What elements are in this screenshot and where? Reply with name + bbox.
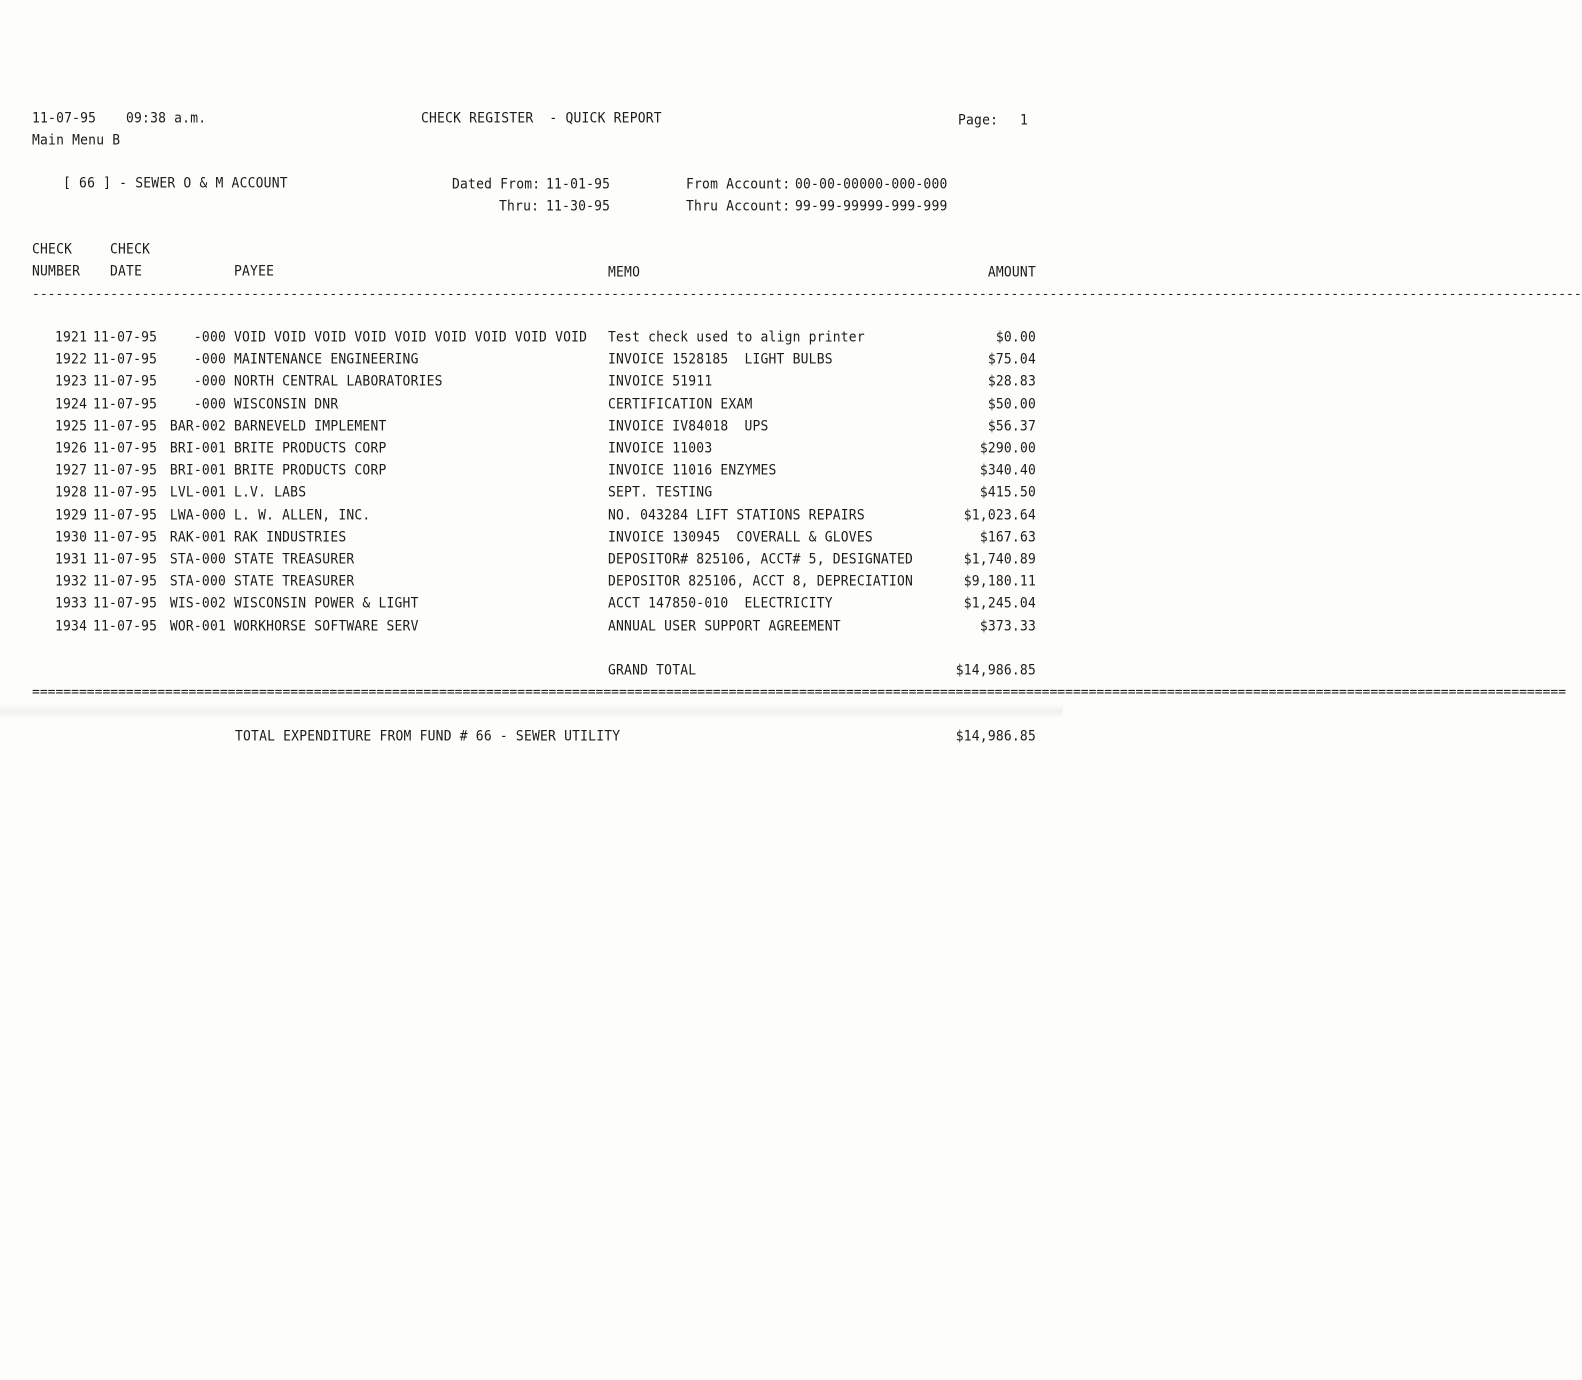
payee: STATE TREASURER bbox=[234, 551, 355, 568]
check-number: 1921 bbox=[55, 329, 88, 346]
amount: $56.37 bbox=[987, 418, 1036, 435]
payee: WISCONSIN POWER & LIGHT bbox=[234, 595, 419, 612]
payee: NORTH CENTRAL LABORATORIES bbox=[234, 373, 443, 390]
check-number: 1930 bbox=[55, 529, 88, 546]
vendor-code: STA-000 bbox=[169, 573, 226, 590]
col-amount-label: AMOUNT bbox=[987, 264, 1036, 281]
col-check-label: CHECK bbox=[32, 241, 73, 258]
table-row bbox=[0, 484, 1063, 506]
total-divider: ==================================================================================================================================================================================================== bbox=[32, 685, 1567, 700]
payee: BRITE PRODUCTS CORP bbox=[234, 462, 387, 479]
page-label: Page: bbox=[958, 112, 999, 129]
vendor-code: BAR-002 bbox=[169, 418, 226, 435]
memo: INVOICE 11016 ENZYMES bbox=[608, 462, 777, 479]
amount: $28.83 bbox=[987, 373, 1036, 390]
fund-total-label: TOTAL EXPENDITURE FROM FUND # 66 - SEWER UTILITY bbox=[235, 728, 621, 745]
table-row bbox=[0, 351, 1063, 373]
fund-total-amount: $14,986.85 bbox=[955, 728, 1036, 745]
check-date: 11-07-95 bbox=[93, 462, 158, 479]
col-number-label: NUMBER bbox=[32, 263, 81, 280]
check-number: 1927 bbox=[55, 462, 88, 479]
thru-account-label: Thru Account: bbox=[686, 198, 791, 215]
payee: STATE TREASURER bbox=[234, 573, 355, 590]
amount: $167.63 bbox=[979, 529, 1036, 546]
amount: $75.04 bbox=[987, 351, 1036, 368]
grand-total-label: GRAND TOTAL bbox=[608, 662, 697, 679]
check-date: 11-07-95 bbox=[93, 573, 158, 590]
dated-from-value: 11-01-95 bbox=[546, 176, 611, 193]
check-date: 11-07-95 bbox=[93, 618, 158, 635]
amount: $1,245.04 bbox=[963, 595, 1036, 612]
report-date: 11-07-95 bbox=[32, 110, 97, 127]
report-title: CHECK REGISTER - QUICK REPORT bbox=[421, 110, 662, 127]
table-row bbox=[0, 462, 1063, 484]
from-account-value: 00-00-00000-000-000 bbox=[795, 176, 948, 193]
memo: ACCT 147850-010 ELECTRICITY bbox=[608, 595, 833, 612]
memo: NO. 043284 LIFT STATIONS REPAIRS bbox=[608, 507, 865, 524]
payee: L.V. LABS bbox=[234, 484, 307, 501]
check-number: 1922 bbox=[55, 351, 88, 368]
memo: INVOICE 130945 COVERALL & GLOVES bbox=[608, 529, 873, 546]
table-row bbox=[0, 396, 1063, 418]
payee: BRITE PRODUCTS CORP bbox=[234, 440, 387, 457]
vendor-code: LWA-000 bbox=[169, 507, 226, 524]
page-number: 1 bbox=[1020, 112, 1029, 129]
col-payee-label: PAYEE bbox=[234, 263, 275, 280]
amount: $340.40 bbox=[979, 462, 1036, 479]
check-date: 11-07-95 bbox=[93, 484, 158, 501]
amount: $9,180.11 bbox=[963, 573, 1036, 590]
payee: WORKHORSE SOFTWARE SERV bbox=[234, 618, 419, 635]
header-divider: ------------------------------------------------------------------------------------------------------------------------------------------------------------------------------------------------------ bbox=[32, 287, 1582, 302]
table-row bbox=[0, 618, 1063, 640]
check-number: 1928 bbox=[55, 484, 88, 501]
grand-total-amount: $14,986.85 bbox=[955, 662, 1036, 679]
check-date: 11-07-95 bbox=[93, 329, 158, 346]
vendor-code: BRI-001 bbox=[169, 462, 226, 479]
memo: ANNUAL USER SUPPORT AGREEMENT bbox=[608, 618, 841, 635]
vendor-code: -000 bbox=[193, 329, 226, 346]
amount: $290.00 bbox=[979, 440, 1036, 457]
memo: INVOICE 11003 bbox=[608, 440, 713, 457]
vendor-code: LVL-001 bbox=[169, 484, 226, 501]
check-number: 1932 bbox=[55, 573, 88, 590]
check-number: 1929 bbox=[55, 507, 88, 524]
paper-fold bbox=[0, 704, 1063, 718]
amount: $415.50 bbox=[979, 484, 1036, 501]
vendor-code: -000 bbox=[193, 351, 226, 368]
table-row bbox=[0, 329, 1063, 351]
memo: INVOICE 1528185 LIGHT BULBS bbox=[608, 351, 833, 368]
check-number: 1933 bbox=[55, 595, 88, 612]
vendor-code: BRI-001 bbox=[169, 440, 226, 457]
vendor-code: -000 bbox=[193, 373, 226, 390]
thru-account-value: 99-99-99999-999-999 bbox=[795, 198, 948, 215]
table-row bbox=[0, 418, 1063, 440]
check-date: 11-07-95 bbox=[93, 507, 158, 524]
memo: Test check used to align printer bbox=[608, 329, 865, 346]
memo: INVOICE 51911 bbox=[608, 373, 713, 390]
menu-label: Main Menu B bbox=[32, 132, 121, 149]
check-number: 1926 bbox=[55, 440, 88, 457]
check-date: 11-07-95 bbox=[93, 351, 158, 368]
memo: DEPOSITOR 825106, ACCT 8, DEPRECIATION bbox=[608, 573, 914, 590]
vendor-code: STA-000 bbox=[169, 551, 226, 568]
report-time: 09:38 a.m. bbox=[126, 110, 207, 127]
table-row bbox=[0, 573, 1063, 595]
memo: SEPT. TESTING bbox=[608, 484, 713, 501]
vendor-code: WOR-001 bbox=[169, 618, 226, 635]
table-row bbox=[0, 529, 1063, 551]
col-memo-label: MEMO bbox=[608, 264, 641, 281]
check-date: 11-07-95 bbox=[93, 373, 158, 390]
table-row bbox=[0, 373, 1063, 395]
amount: $373.33 bbox=[979, 618, 1036, 635]
check-date: 11-07-95 bbox=[93, 551, 158, 568]
payee: VOID VOID VOID VOID VOID VOID VOID VOID VOID bbox=[234, 329, 588, 346]
check-date: 11-07-95 bbox=[93, 529, 158, 546]
account-title: [ 66 ] - SEWER O & M ACCOUNT bbox=[63, 175, 288, 192]
check-number: 1924 bbox=[55, 396, 88, 413]
table-row bbox=[0, 595, 1063, 617]
thru-label: Thru: bbox=[499, 198, 540, 215]
table-row bbox=[0, 551, 1063, 573]
payee: MAINTENANCE ENGINEERING bbox=[234, 351, 419, 368]
payee: L. W. ALLEN, INC. bbox=[234, 507, 371, 524]
memo: INVOICE IV84018 UPS bbox=[608, 418, 769, 435]
vendor-code: -000 bbox=[193, 396, 226, 413]
check-date: 11-07-95 bbox=[93, 440, 158, 457]
amount: $1,740.89 bbox=[963, 551, 1036, 568]
table-row bbox=[0, 507, 1063, 529]
from-account-label: From Account: bbox=[686, 176, 791, 193]
table-row bbox=[0, 440, 1063, 462]
thru-value: 11-30-95 bbox=[546, 198, 611, 215]
check-date: 11-07-95 bbox=[93, 595, 158, 612]
check-number: 1925 bbox=[55, 418, 88, 435]
check-date: 11-07-95 bbox=[93, 418, 158, 435]
amount: $50.00 bbox=[987, 396, 1036, 413]
amount: $0.00 bbox=[995, 329, 1036, 346]
check-number: 1934 bbox=[55, 618, 88, 635]
col-date-label: DATE bbox=[110, 263, 143, 280]
vendor-code: WIS-002 bbox=[169, 595, 226, 612]
payee: RAK INDUSTRIES bbox=[234, 529, 347, 546]
check-number: 1923 bbox=[55, 373, 88, 390]
dated-from-label: Dated From: bbox=[452, 176, 541, 193]
check-number: 1931 bbox=[55, 551, 88, 568]
memo: DEPOSITOR# 825106, ACCT# 5, DESIGNATED bbox=[608, 551, 914, 568]
payee: WISCONSIN DNR bbox=[234, 396, 339, 413]
payee: BARNEVELD IMPLEMENT bbox=[234, 418, 387, 435]
vendor-code: RAK-001 bbox=[169, 529, 226, 546]
col-check-date-label: CHECK bbox=[110, 241, 151, 258]
amount: $1,023.64 bbox=[963, 507, 1036, 524]
memo: CERTIFICATION EXAM bbox=[608, 396, 753, 413]
check-date: 11-07-95 bbox=[93, 396, 158, 413]
